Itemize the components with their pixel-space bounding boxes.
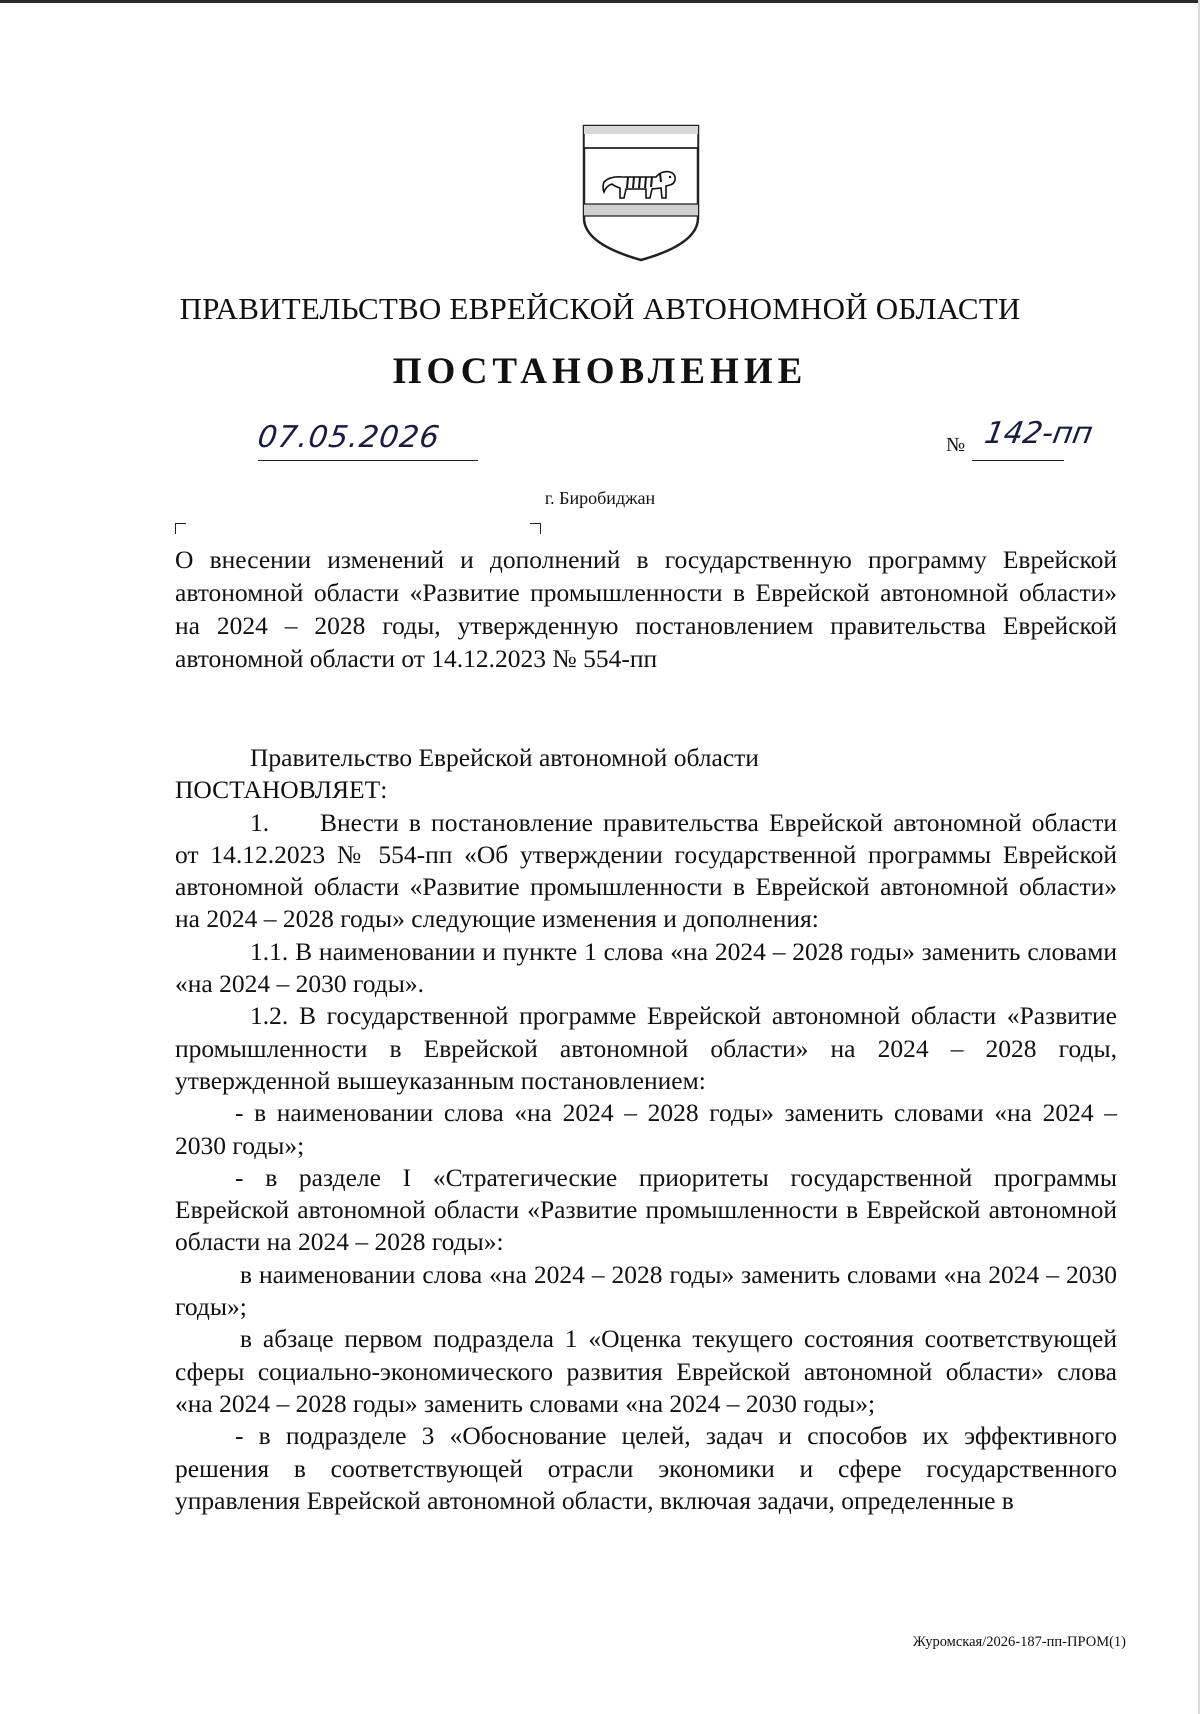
document-number-handwritten: 142-пп: [981, 416, 1096, 451]
subject-corner-mark: [175, 523, 186, 534]
coat-of-arms-tiger-icon: [580, 122, 702, 264]
city: г. Биробиджан: [544, 488, 656, 508]
sub-item: в абзаце первом подраздела 1 «Оценка текущего состояния соответствующей сферы социально-экономического развития Еврейской автономной области» слова «на 2024 – 2028 годы» заменить словами «на 2024 – 2030 годы»;: [175, 1324, 1117, 1418]
subject-corner-mark: [530, 523, 541, 534]
bullet-item: - в наименовании слова «на 2024 – 2028 годы» заменить словами «на 2024 – 2030 годы»;: [175, 1098, 1117, 1160]
number-label: №: [946, 434, 966, 456]
number-underline: [972, 460, 1064, 461]
item-text: Внести в постановление правительства Еврейской автономной области от 14.12.2023 № 554-пп «Об утверждении государственной программы Еврейской автономной области «Развитие промышленности в Еврейской автономной области» на 2024 – 2028 годы» следующие изменения и дополнения:: [175, 807, 1117, 934]
paragraph-item-1-2: 1.2. В государственной программе Еврейской автономной области «Развитие промышленности в Еврейской автономной области» на 2024 – 2028 годы, утвержденной вышеуказанным постановлением:: [175, 1001, 1117, 1095]
government-title: ПРАВИТЕЛЬСТВО ЕВРЕЙСКОЙ АВТОНОМНОЙ ОБЛАСТИ: [179, 291, 1021, 326]
paragraph-item-1-1: 1.1. В наименовании и пункте 1 слова «на 2024 – 2028 годы» заменить словами «на 2024 – 2030 годы».: [175, 936, 1117, 999]
footer-reference: Журомская/2026-187-пп-ПРОМ(1): [912, 1634, 1126, 1650]
item-number: 1.: [250, 807, 270, 837]
bullet-item: - в подразделе 3 «Обоснование целей, задач и способов их эффективного решения в соответствующей отрасли экономики и сфере государственного управления Еврейской автономной области, включая задачи, определенные в: [175, 1421, 1117, 1515]
document-subject: О внесении изменений и дополнений в государственную программу Еврейской автономной области «Развитие промышленности в Еврейской автономной области» на 2024 – 2028 годы, утвержденную постановлением правительства Еврейской автономной области от 14.12.2023 № 554-пп: [175, 545, 1117, 673]
bullet-item: - в разделе I «Стратегические приоритеты государственной программы Еврейской автономной области «Развитие промышленности в Еврейской автономной области на 2024 – 2028 годы»:: [175, 1162, 1117, 1257]
sub-item: в наименовании слова «на 2024 – 2028 годы» заменить словами «на 2024 – 2030 годы»;: [175, 1259, 1117, 1322]
document-date-handwritten: 07.05.2026: [255, 420, 443, 455]
intro-line: ПОСТАНОВЛЯЕТ:: [175, 775, 388, 805]
document-type: ПОСТАНОВЛЕНИЕ: [392, 351, 808, 392]
intro-line: Правительство Еврейской автономной области: [250, 743, 759, 772]
date-underline: [258, 460, 478, 461]
scan-edge: [0, 0, 1200, 3]
paragraph-item-1: [175, 807, 1117, 936]
document-body: [175, 742, 1117, 1517]
